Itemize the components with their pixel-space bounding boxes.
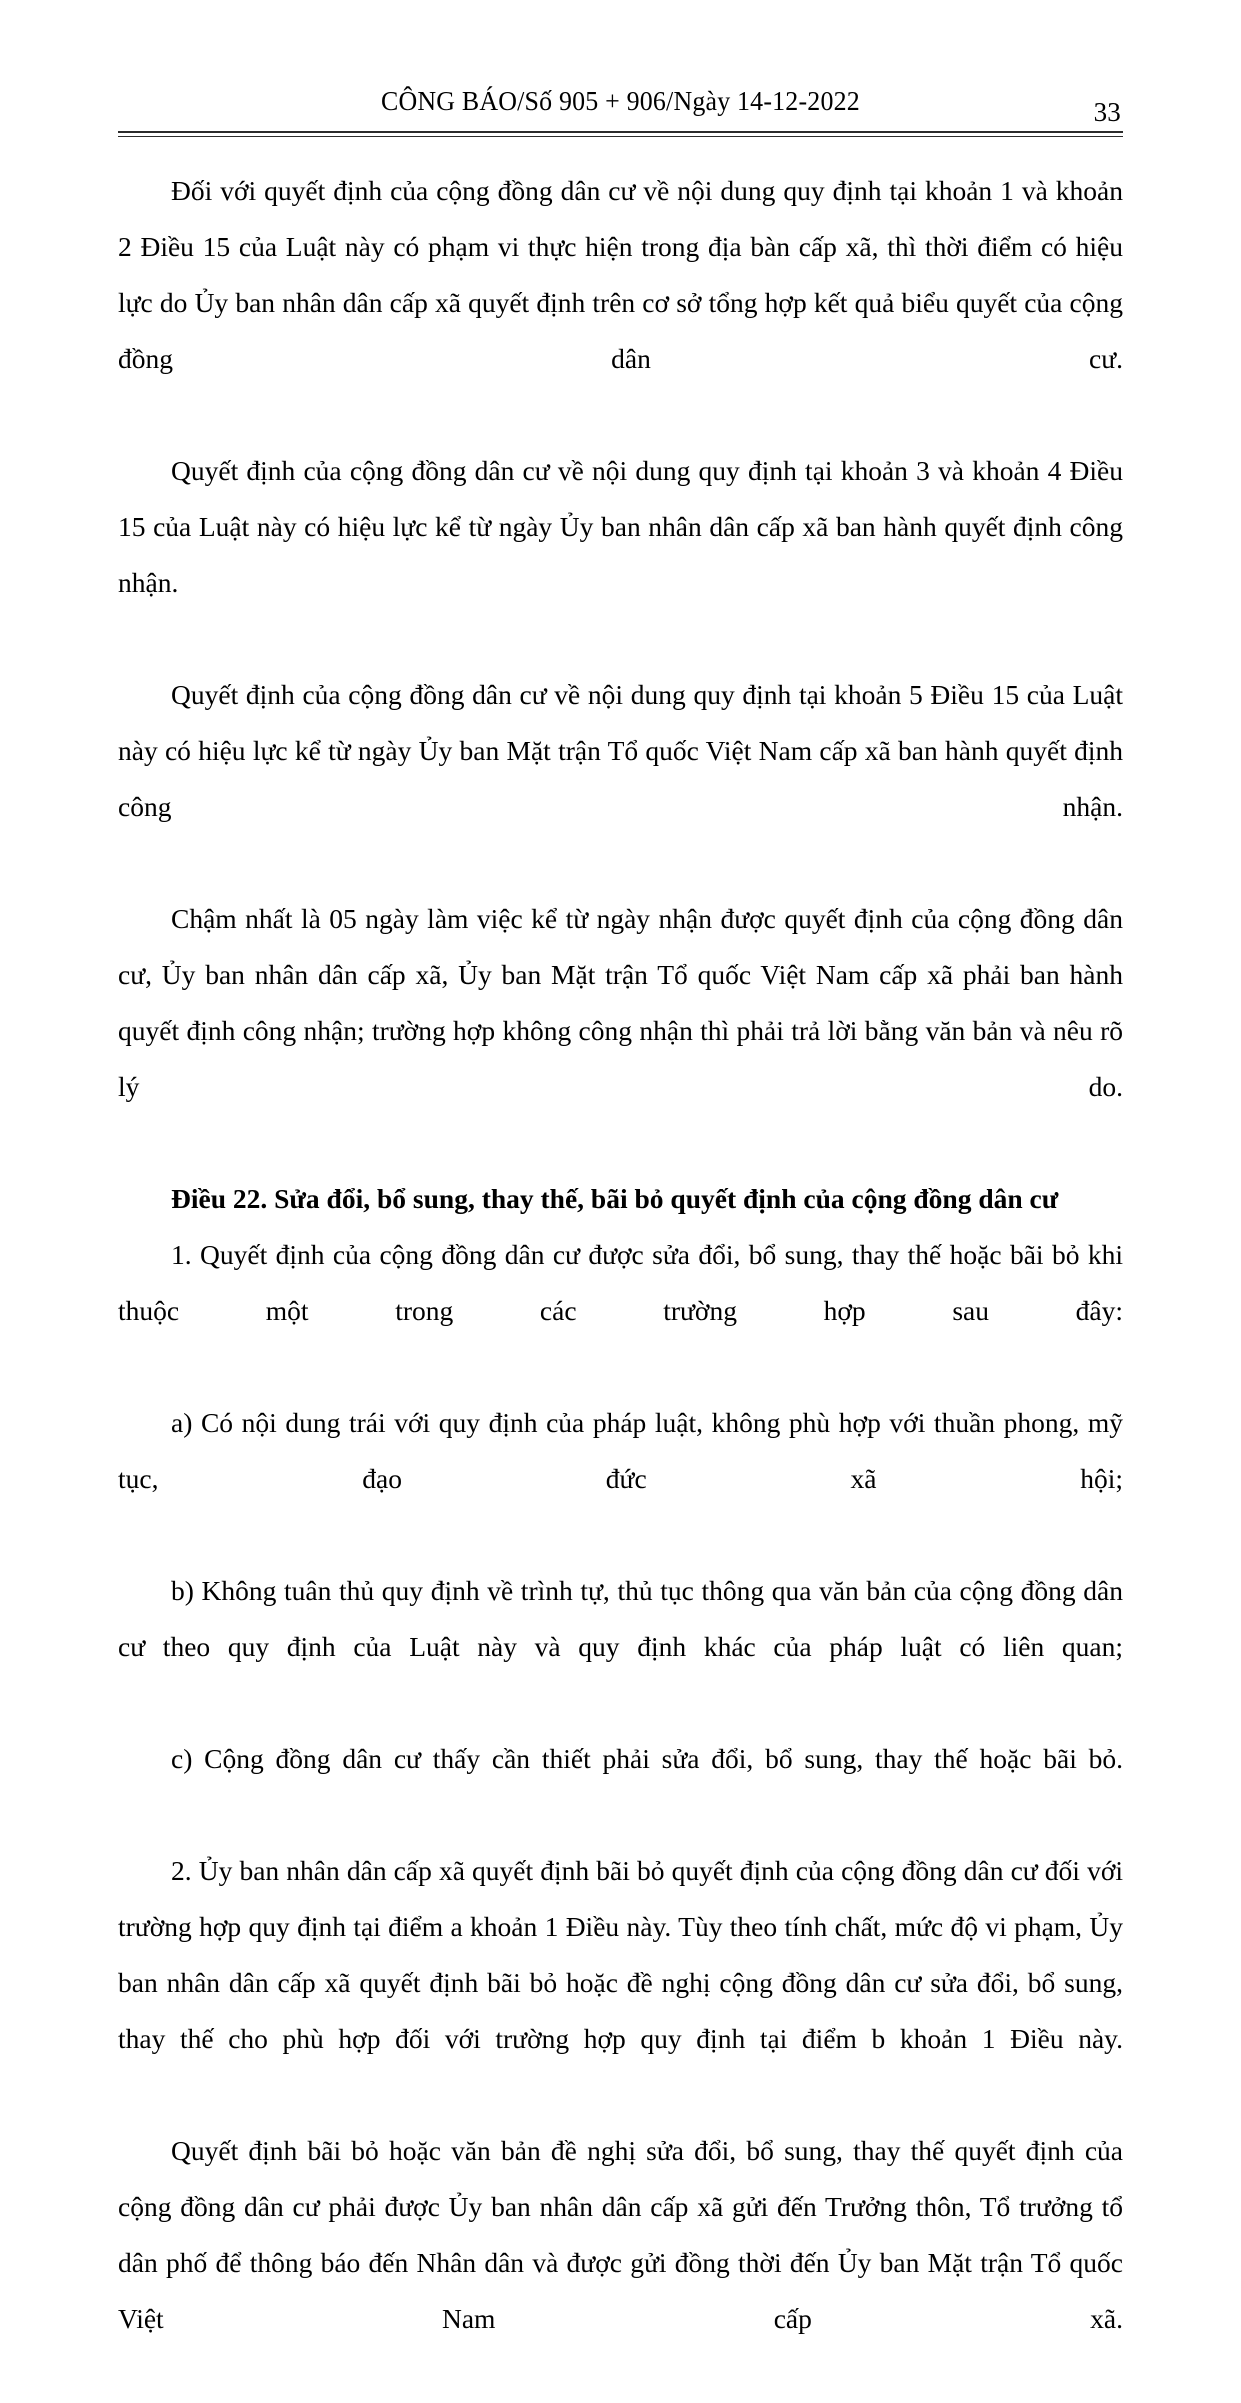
paragraph-notification-delivery: Quyết định bãi bỏ hoặc văn bản đề nghị sửa đổi, bổ sung, thay thế quyết định của cộng đồng dân cư phải được Ủy ban nhân dân cấp xã gửi đến Trưởng thôn, Tổ trưởng tổ dân phố để thông báo đến Nhân dân và được gửi đồng thời đến Ủy ban Mặt trận Tổ quốc Việt Nam cấp xã. bbox=[118, 2134, 1123, 2334]
paragraph-effective-date-clause-3-4: Quyết định của cộng đồng dân cư về nội dung quy định tại khoản 3 và khoản 4 Điều 15 của Luật này có hiệu lực kể từ ngày Ủy ban nhân dân cấp xã ban hành quyết định công nhận. bbox=[118, 454, 1123, 598]
running-header-title: CÔNG BÁO/Số 905 + 906/Ngày 14-12-2022 bbox=[381, 86, 860, 116]
body-text bbox=[118, 163, 1123, 2403]
paragraph-effective-date-commune: Đối với quyết định của cộng đồng dân cư về nội dung quy định tại khoản 1 và khoản 2 Điều 15 của Luật này có phạm vi thực hiện trong địa bàn cấp xã, thì thời điểm có hiệu lực do Ủy ban nhân dân cấp xã quyết định trên cơ sở tổng hợp kết quả biểu quyết của cộng đồng dân cư. bbox=[118, 174, 1123, 374]
paragraph-effective-date-clause-5: Quyết định của cộng đồng dân cư về nội dung quy định tại khoản 5 Điều 15 của Luật này có hiệu lực kể từ ngày Ủy ban Mặt trận Tổ quốc Việt Nam cấp xã ban hành quyết định công nhận. bbox=[118, 678, 1123, 822]
clause-1-point-c: c) Cộng đồng dân cư thấy cần thiết phải sửa đổi, bổ sung, thay thế hoặc bãi bỏ. bbox=[171, 1742, 1123, 1774]
clause-1-point-b: b) Không tuân thủ quy định về trình tự, thủ tục thông qua văn bản của cộng đồng dân cư theo quy định của Luật này và quy định khác của pháp luật có liên quan; bbox=[118, 1574, 1123, 1662]
page-number: 33 bbox=[1093, 97, 1121, 127]
page-content bbox=[118, 86, 1123, 2403]
running-header bbox=[118, 86, 1123, 128]
clause-2: 2. Ủy ban nhân dân cấp xã quyết định bãi bỏ quyết định của cộng đồng dân cư đối với trường hợp quy định tại điểm a khoản 1 Điều này. Tùy theo tính chất, mức độ vi phạm, Ủy ban nhân dân cấp xã quyết định bãi bỏ hoặc đề nghị cộng đồng dân cư sửa đổi, bổ sung, thay thế cho phù hợp đối với trường hợp quy định tại điểm b khoản 1 Điều này. bbox=[118, 1854, 1123, 2054]
clause-1-point-a: a) Có nội dung trái với quy định của pháp luật, không phù hợp với thuần phong, mỹ tục, đạo đức xã hội; bbox=[118, 1406, 1123, 1494]
header-divider-rule bbox=[118, 131, 1123, 137]
paragraph-five-day-deadline: Chậm nhất là 05 ngày làm việc kể từ ngày nhận được quyết định của cộng đồng dân cư, Ủy ban nhân dân cấp xã, Ủy ban Mặt trận Tổ quốc Việt Nam cấp xã phải ban hành quyết định công nhận; trường hợp không công nhận thì phải trả lời bằng văn bản và nêu rõ lý do. bbox=[118, 902, 1123, 1102]
clause-1: 1. Quyết định của cộng đồng dân cư được sửa đổi, bổ sung, thay thế hoặc bãi bỏ khi thuộc một trong các trường hợp sau đây: bbox=[118, 1238, 1123, 1326]
article-22-heading: Điều 22. Sửa đổi, bổ sung, thay thế, bãi bỏ quyết định của cộng đồng dân cư bbox=[171, 1182, 1059, 1214]
